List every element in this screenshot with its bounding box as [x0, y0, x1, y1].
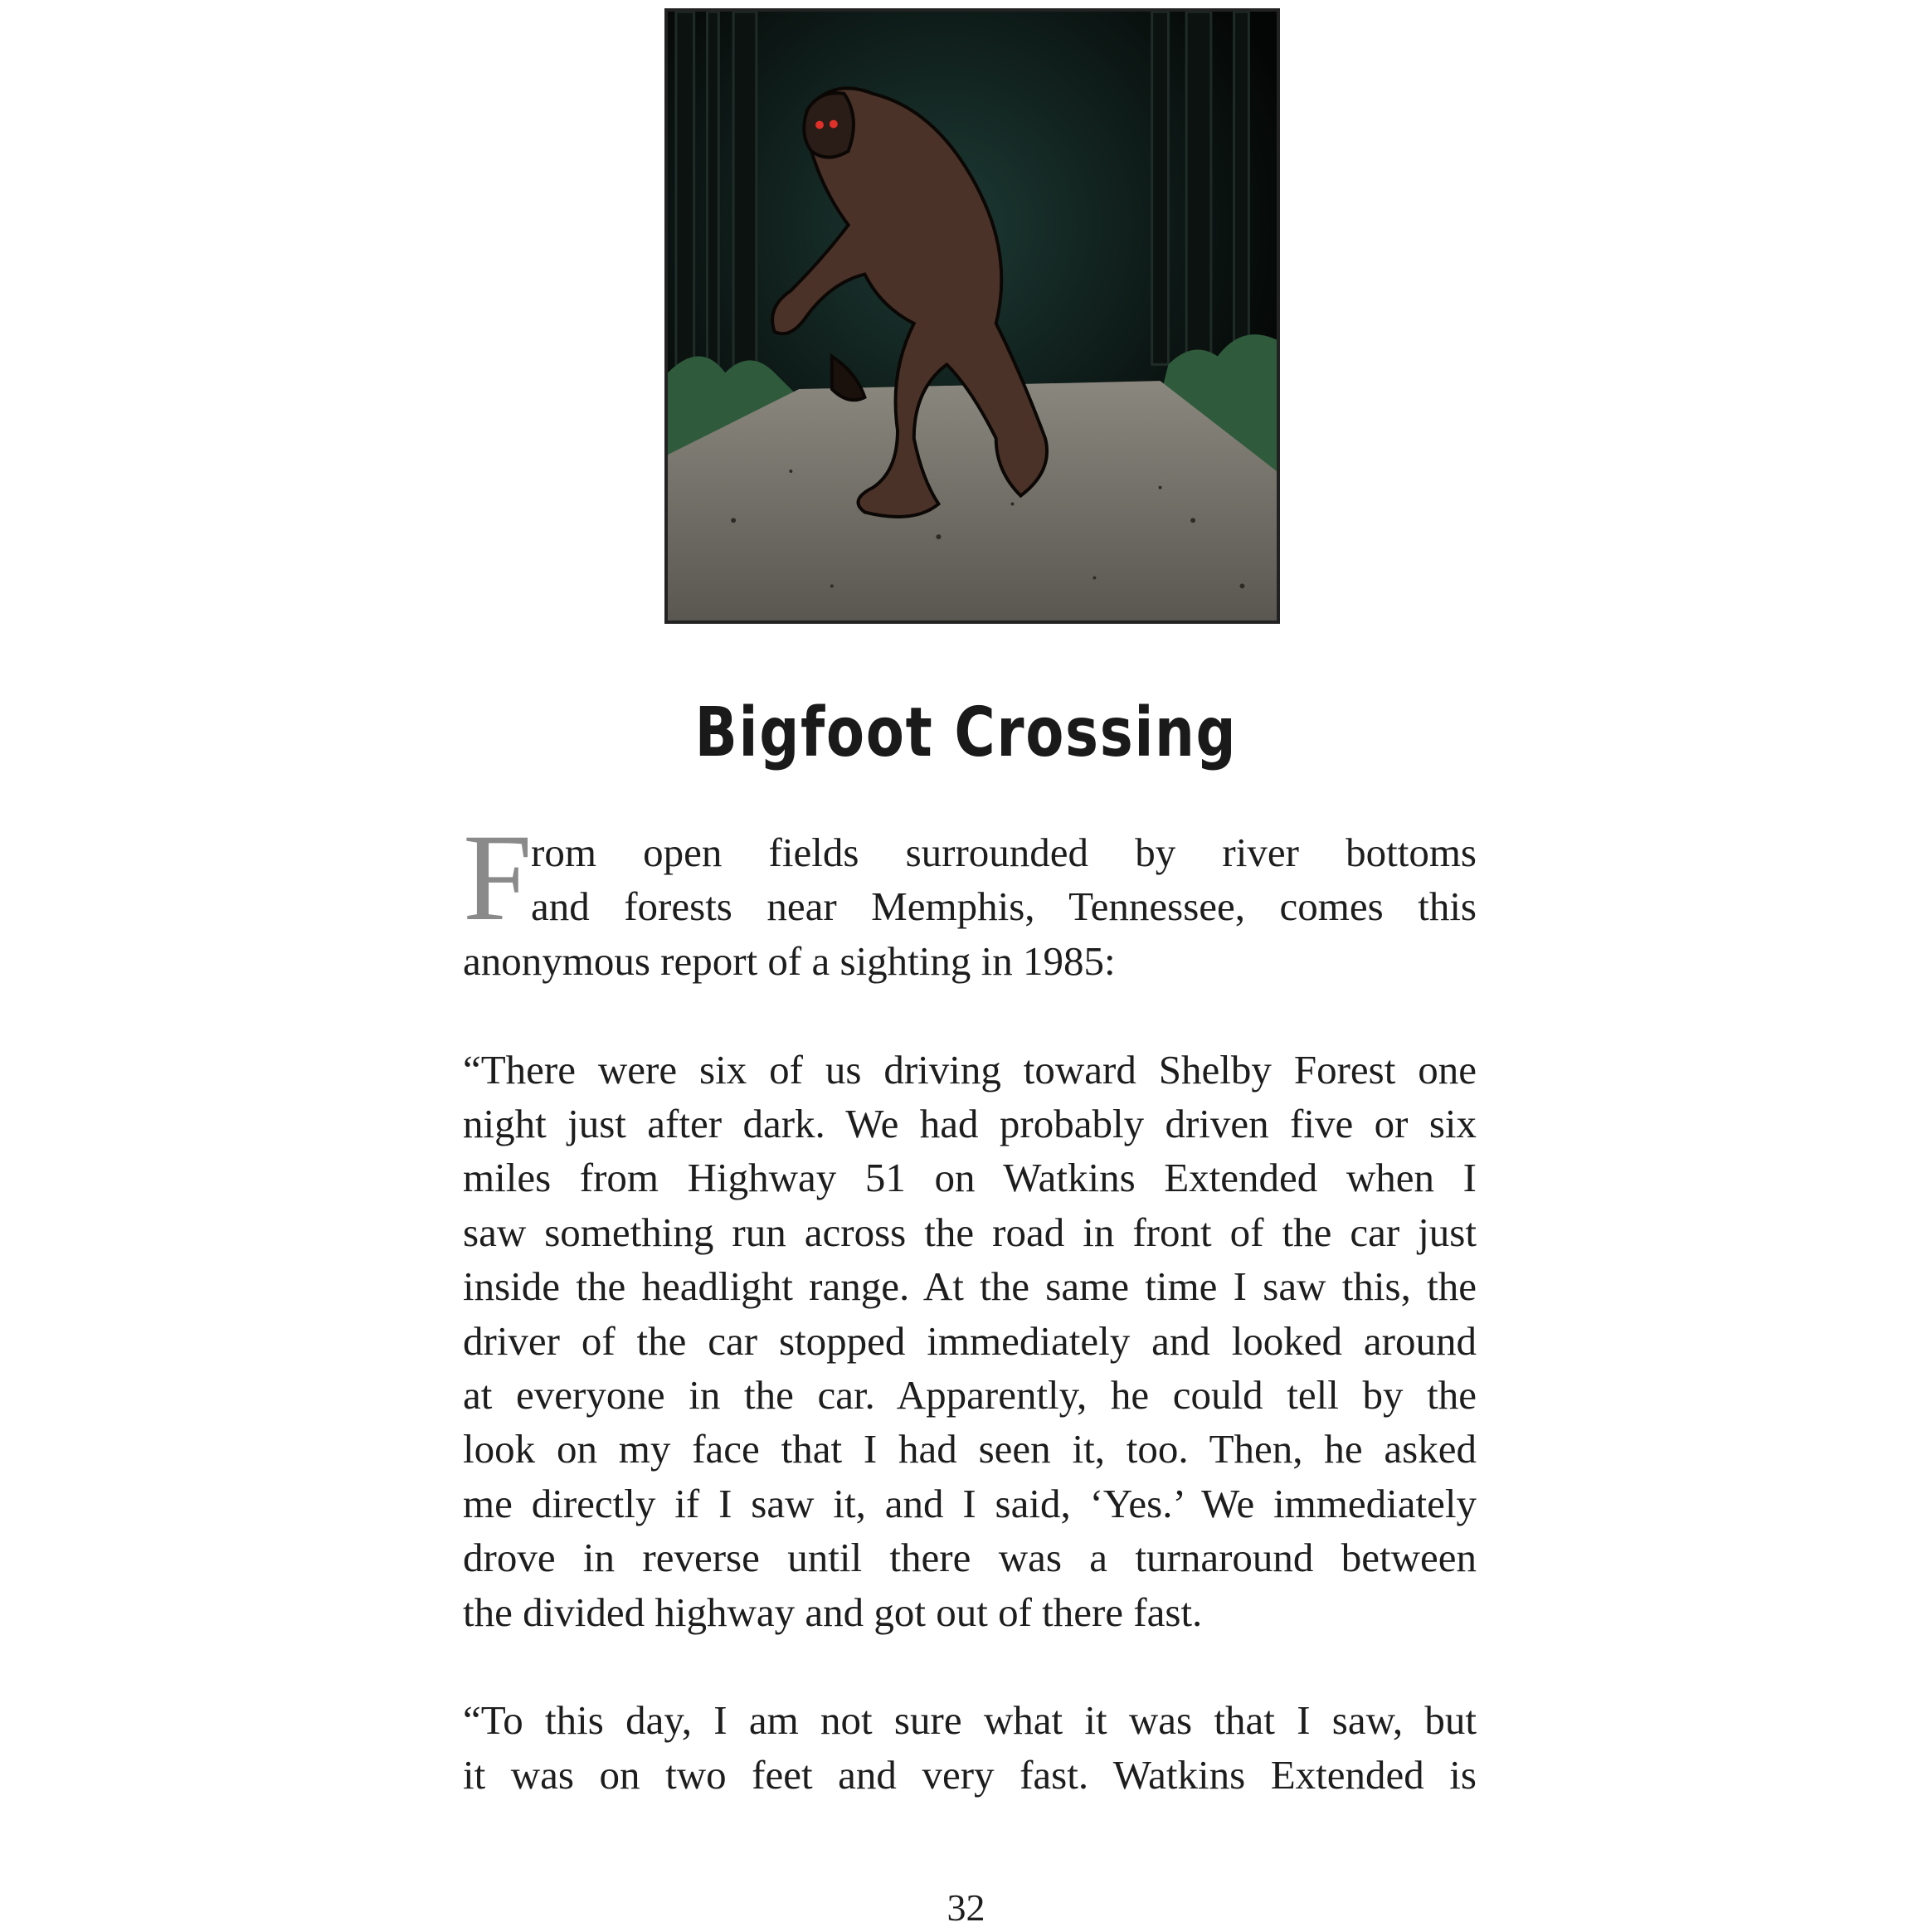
right-eye — [830, 120, 838, 129]
text-line: saw something run across the road in front of the car just — [463, 1209, 1477, 1255]
text-line: at everyone in the car. Apparently, he could tell by the — [463, 1372, 1477, 1419]
text-line: and forests near Memphis, Tennessee, comes this — [531, 883, 1477, 930]
text-line: miles from Highway 51 on Watkins Extended when I — [463, 1155, 1477, 1201]
paragraph-quote-2 — [463, 1693, 1477, 1802]
road — [668, 381, 1277, 620]
bigfoot-illustration — [664, 8, 1280, 624]
drop-cap: F — [463, 809, 533, 947]
text-line: drove in reverse until there was a turnaround between — [463, 1535, 1477, 1581]
article-body — [463, 809, 1477, 1857]
bigfoot-drawing — [668, 12, 1277, 620]
text-line: night just after dark. We had probably driven five or six — [463, 1101, 1477, 1147]
text-line: “To this day, I am not sure what it was that I saw, but — [463, 1697, 1477, 1744]
text-line: anonymous report of a sighting in 1985: — [463, 937, 1116, 984]
paragraph-quote-1 — [463, 1043, 1477, 1639]
text-line: “There were six of us driving toward Shelby Forest one — [463, 1046, 1477, 1093]
left-eye — [815, 121, 824, 129]
text-line: rom open fields surrounded by river bottoms — [531, 830, 1477, 875]
text-line: look on my face that I had seen it, too. Then, he asked — [463, 1426, 1477, 1472]
page-number: 32 — [947, 1886, 985, 1929]
text-line: inside the headlight range. At the same time I saw this, the — [463, 1263, 1477, 1310]
page-title: Bigfoot Crossing — [694, 693, 1238, 772]
paragraph-intro — [463, 809, 1477, 988]
text-line: the divided highway and got out of there fast. — [463, 1589, 1203, 1635]
text-line: driver of the car stopped immediately and looked around — [463, 1317, 1477, 1364]
text-line: it was on two feet and very fast. Watkins Extended is — [463, 1751, 1477, 1798]
text-line: me directly if I saw it, and I said, ‘Yes.’ We immediately — [463, 1480, 1477, 1526]
